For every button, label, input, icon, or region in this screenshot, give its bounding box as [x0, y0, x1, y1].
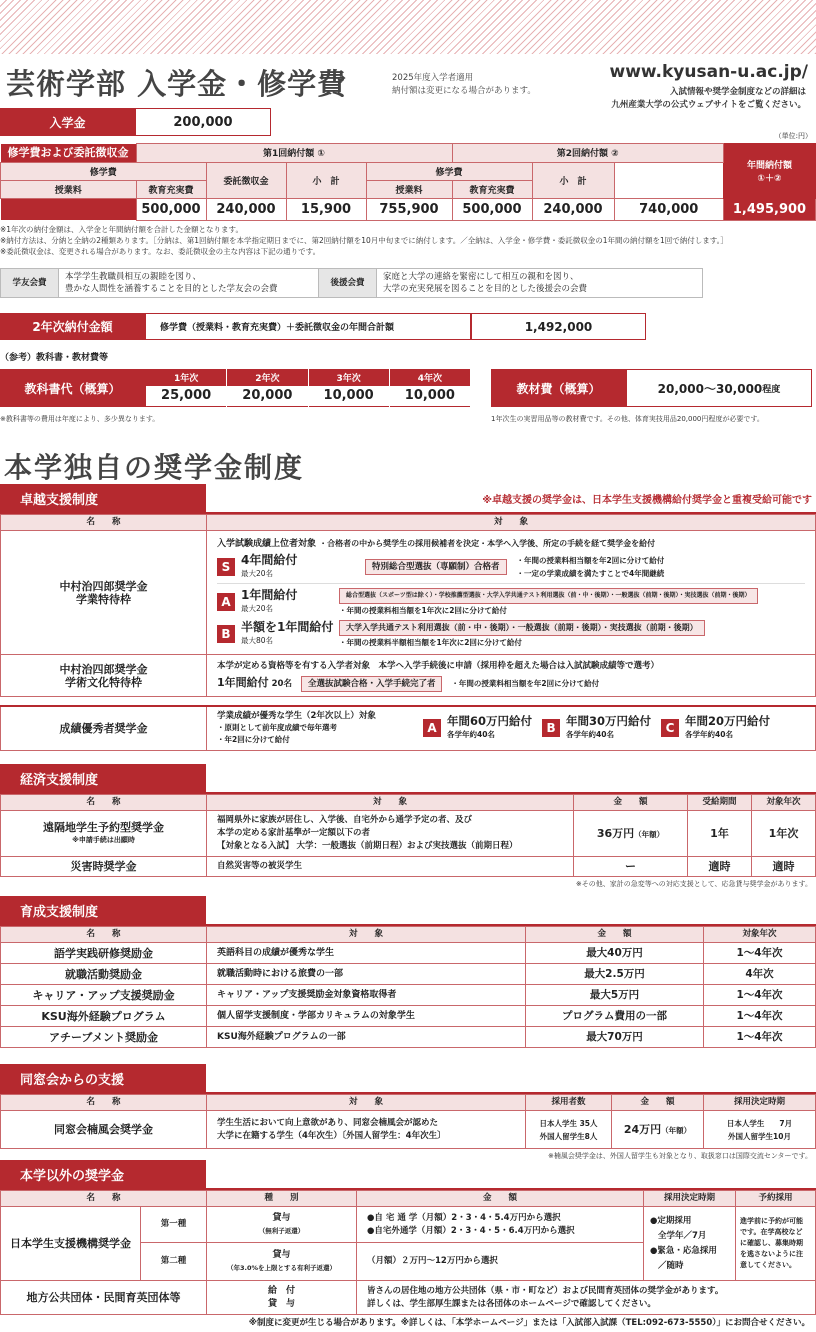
col-target: 対 象: [207, 515, 816, 531]
website-link[interactable]: www.kyusan-u.ac.jp/: [609, 62, 808, 82]
books-table: [145, 369, 471, 407]
book-value: 25,000: [146, 386, 227, 407]
badge-b: B: [217, 625, 235, 643]
local-name: 地方公共団体・民間育英団体等: [1, 1281, 207, 1315]
training-name: 語学実践研修奨励金: [1, 943, 207, 964]
fee-value: 755,900: [366, 198, 452, 220]
training-name: アチーブメント奨励金: [1, 1027, 207, 1048]
b-title: 半額を1年間給付: [241, 620, 334, 634]
excellence-note: ※卓越支援の奨学金は、日本学生支援機構給付奨学金と重複受給可能です: [482, 494, 812, 506]
gakuyukai-desc: 本学学生教職員相互の親睦を図り、 豊かな人間性を涵養することを目的とした学友会の会費: [59, 269, 319, 298]
koenkai-desc: 家庭と大学の連絡を緊密にして相互の親和を図り、 大学の充実発展を図ることを目的とした後援会の会費: [377, 269, 703, 298]
books-label: 教科書代（概算）: [0, 369, 145, 407]
annual-head: 年間納付額 ①＋②: [724, 144, 816, 199]
itaku-head: 委託徴収金: [206, 162, 286, 198]
material-note: 1年次生の実習用品等の教材費です。その他、体育実技用品20,000円程度が必要です。: [491, 415, 764, 423]
fee-notes: ※1年次の納付金額は、入学金と年間納付額を合計した金額となります。 ※納付方法は、分納と全納の2種類あります。［分納は、第1回納付額を本学指定期日までに、第2回納付額を10月中旬までに納付します。／全納は、入学金・修学費・委託徴収金の1年間の納付額を1回で納付します。］ ※委託徴収金は、変更される場合があります。なお、委託徴収金の主な内容は下記の通りです。: [0, 225, 728, 256]
page-title: 芸術学部 入学金・修学費: [6, 67, 348, 101]
fee-row-label: 修学費および委託徴収金: [7, 146, 129, 159]
subtotal-head: 小 計: [286, 162, 366, 198]
training-name: KSU海外経験プログラム: [1, 1006, 207, 1027]
material-value: 20,000〜30,000 程度: [626, 369, 812, 407]
header-hatch: [0, 0, 816, 54]
footer-note: ※制度に変更が生じる場合があります。※詳しくは、「本学ホームページ」または「入試部入試課（TEL:092-673-5550）」にお問合せください。: [248, 1318, 810, 1328]
r1-intro2: ・合格者の中から奨学生の採用候補者を決定・本学へ入学後、所定の手続を経て奨学金を給付: [319, 538, 656, 548]
website-note: 入試情報や奨学金制度などの詳細は 九州産業大学の公式ウェブサイトをご覧ください。: [611, 87, 806, 110]
b-tag: 大学入学共通テスト利用選抜（前・中・後期）・一般選抜（前期・後期）・実技選抜（前期・後期）: [339, 620, 705, 636]
annual-value: 1,495,900: [724, 198, 816, 220]
year-head: 2年次: [227, 370, 308, 386]
year-head: 1年次: [146, 370, 227, 386]
r1-intro: 入学試験成績上位者対象: [217, 538, 317, 549]
subtotal-head-2: 小 計: [532, 162, 614, 198]
s-title: 4年間給付: [241, 552, 298, 567]
external-head: 本学以外の奨学金: [0, 1160, 206, 1188]
remote-name: 遠隔地学生予約型奨学金: [43, 820, 164, 834]
book-value: 10,000: [308, 386, 389, 407]
nakamura-sub: 学業特待枠: [76, 592, 131, 606]
merit-name: 成績優秀者奨学金: [1, 706, 207, 750]
second-year-label: 2年次納付金額: [0, 313, 145, 340]
year-head: 3年次: [308, 370, 389, 386]
association-table: [0, 268, 703, 298]
training-head: 育成支援制度: [0, 896, 206, 924]
badge-b: B: [542, 719, 560, 737]
s-count: 最大20名: [241, 568, 274, 578]
entrance-label: 入学金: [0, 108, 135, 136]
second-payment: 第2回納付額 ②: [452, 144, 724, 163]
badge-s: S: [217, 558, 235, 576]
unit-note: （単位:円）: [774, 132, 812, 140]
entrance-value: 200,000: [135, 108, 271, 136]
nakamura-name: 中村治四郎奨学金: [59, 579, 148, 593]
economic-section: [0, 764, 816, 890]
external-table: 名 称 種 別 金 額 採用決定時期 予約採用 日本学生支援機構奨学金 第一種 貸与 （無利子返還） ●自 宅 通 学（月額）2・3・4・5.4万円から選択 ●自宅外通学（月額）2・3・4・5・6.4万円から選択 ●定期採用 全学年／7月 ●緊急・応急採用 ／随時 進学前に予約が可能 です。在学高校など に確認し、募集時期 を逃さないように注 意してください。 第二種 貸与 （年3.0%を上限とする有利子返還） （月額）２万円〜12万円から選択 地方公共団体・民間育英団体等 給 付 貸 与 皆さんの居住地の地方公共団体（県・市・町など）および民間育英団体の奨学金があります。 詳しくは、学生部厚生課または各団体のホームページで確認してください。: [0, 1190, 816, 1315]
scholarship-title: 本学独自の奨学金制度: [4, 451, 305, 484]
col-name: 名 称: [1, 515, 207, 531]
alumni-note: ※楠風会奨学金は、外国人留学生も対象となり、取扱窓口は国際交流センターです。: [547, 1152, 812, 1160]
fee-value: 15,900: [286, 198, 366, 220]
koenkai-label: 後援会費: [319, 269, 377, 298]
r2-name: 中村治四郎奨学金: [59, 662, 148, 676]
alumni-head: 同窓会からの支援: [0, 1064, 206, 1092]
first-payment: 第1回納付額 ①: [136, 144, 452, 163]
year-note: 2025年度入学者適用 納付額は変更になる場合があります。: [392, 73, 536, 96]
training-name: キャリア・アップ支援奨励金: [1, 985, 207, 1006]
economic-table: 名 称 対 象 金 額 受給期間 対象年次 遠隔地学生予約型奨学金 ※申請手続は出願時 福岡県外に家族が居住し、入学後、自宅外から通学予定の者、及び 本学の定める家計基準が一定額以下の者 【対象となる入試】 大学：一般選抜（前期日程）および実技選抜（前期日程） 36万円（年額） 1年 1年次 災害時奨学金 自然災害等の被災学生 ー 適時 適時: [0, 794, 816, 877]
ref-label: （参考）教科書・教材費等: [0, 353, 109, 363]
second-year-value: 1,492,000: [471, 313, 646, 340]
fee-value: 740,000: [614, 198, 724, 220]
external-section: [0, 1160, 816, 1315]
b-count: 最大80名: [241, 636, 274, 645]
alumni-table: 名 称 対 象 採用者数 金 額 採用決定時期 同窓会楠風会奨学金 学生生活において向上意欲があり、同窓会楠風会が認めた 大学に在籍する学生（4年次生）〔外国人留学生：4年次生〕 日本人学生 35人 外国人留学生8人 24万円（年額） 日本人学生 7月 外国人留学生10月: [0, 1094, 816, 1149]
fee-value: 240,000: [532, 198, 614, 220]
r2-tag: 全選抜試験合格・入学手続完了者: [301, 676, 443, 692]
excellence-table: 名 称 対 象 中村治四郎奨学金 学業特待枠 入学試験成績上位者対象 ・合格者の中から奨学生の採用候補者を決定・本学へ入学後、所定の手続を経て奨学金を給付 S 4年間給付 最大20名 特別総合型選抜（専願制）合格者 ・年間の授業料相当額を年2回に分けて給付 ・一定の学業成績を満たすことで4年間継続 A 1年間給付 最大20名 総合型選抜（スポーツ型は除く）・学校推薦型選抜・大学入学共通テスト利用選抜（前・中・後期）・一般選抜（前期・後期）・実技選抜（前期・後期） ・年間の授業料相当額を1年次に2回に分けて給付 B 半額を1年間給付 最大80名 大学入学共通テスト利用選抜（前・中・後期）・一般選抜（前期・後期）・実技選抜（前期・後期） ・年間の授業料半額相当額を1年次に2回に分けて給付 中村治四郎奨学金 学術文化特待枠 本学が定める資格等を有する入学者対象 本学へ入学手続後に申請（採用枠を超えた場合は入試試験成績等で選考） 1年間給付 20名 全選抜試験合格・入学手続完了者 ・年間の授業料相当額を年2回に分けて給付: [0, 514, 816, 697]
training-section: [0, 896, 816, 1048]
alumni-section: [0, 1064, 816, 1162]
fee-value: 500,000: [136, 198, 206, 220]
s-tag: 特別総合型選抜（専願制）合格者: [365, 559, 507, 575]
book-value: 20,000: [227, 386, 308, 407]
badge-a: A: [423, 719, 441, 737]
year-head: 4年次: [389, 370, 470, 386]
tuition-head-2: 授業料: [366, 180, 452, 198]
training-name: 就職活動奨励金: [1, 964, 207, 985]
shugaku-head-2: 修学費: [366, 162, 532, 180]
badge-c: C: [661, 719, 679, 737]
badge-a: A: [217, 593, 235, 611]
second-year-desc: 修学費（授業料・教育充実費）＋委託徴収金の年間合計額: [145, 313, 471, 340]
book-value: 10,000: [389, 386, 470, 407]
excellence-section: [0, 484, 816, 751]
fee-table: [0, 143, 816, 221]
excellence-head: 卓越支援制度: [0, 484, 206, 512]
economic-note: ※その他、家計の急変等への対応支援として、応急貸与奨学金があります。: [575, 880, 812, 888]
fee-value: 240,000: [206, 198, 286, 220]
r2-desc: 本学が定める資格等を有する入学者対象 本学へ入学手続後に申請（採用枠を超えた場合は入試試験成績等で選考）: [217, 660, 660, 671]
a-note: ・年間の授業料相当額を1年次に2回に分けて給付: [339, 605, 507, 615]
disaster-name: 災害時奨学金: [1, 857, 207, 877]
r2-sub: 学術文化特待枠: [65, 675, 142, 689]
training-table: 名 称 対 象 金 額 対象年次 語学実践研修奨励金 英語科目の成績が優秀な学生 最大40万円 1〜4年次 就職活動奨励金 就職活動時における旅費の一部 最大2.5万円 4年次 キャリア・アップ支援奨励金 キャリア・アップ支援奨励金対象資格取得者 最大5万円 1〜4年次 KSU海外経験プログラム 個人留学支援制度・学部カリキュラムの対象学生 プログラム費用の一部 1〜4年次 アチーブメント奨励金 KSU海外経験プログラムの一部 最大70万円 1〜4年次: [0, 926, 816, 1048]
gakuyukai-label: 学友会費: [1, 269, 59, 298]
b-note: ・年間の授業料半額相当額を1年次に2回に分けて給付: [339, 637, 522, 647]
tuition-head: 授業料: [1, 180, 137, 198]
fee-value: 500,000: [452, 198, 532, 220]
r2-note: ・年間の授業料相当額を年2回に分けて給付: [451, 678, 600, 688]
economic-head: 経済支援制度: [0, 764, 206, 792]
a-tag: 総合型選抜（スポーツ型は除く）・学校推薦型選抜・大学入学共通テスト利用選抜（前・中・後期）・一般選抜（前期・後期）・実技選抜（前期・後期）: [339, 588, 758, 604]
book-note: ※教科書等の費用は年度により、多少異なります。: [0, 415, 160, 423]
merit-table: 成績優秀者奨学金 学業成績が優秀な学生（2年次以上）対象 ・原則として前年度成績で毎年選考 ・年2回に分けて給付 A 年間60万円給付 各学年約40名 B 年間30万円給付 各学年約40名 C 年間20万円給付 各学年約40名: [0, 705, 816, 751]
shugaku-head: 修学費: [1, 162, 207, 180]
edu-head: 教育充実費: [136, 180, 206, 198]
a-title: 1年間給付: [241, 588, 298, 602]
jasso-name: 日本学生支援機構奨学金: [1, 1207, 141, 1281]
r2-count: 20名: [271, 678, 292, 689]
alumni-name: 同窓会楠風会奨学金: [1, 1111, 207, 1149]
r2-title: 1年間給付: [217, 675, 269, 689]
edu-head-2: 教育充実費: [452, 180, 532, 198]
material-label: 教材費（概算）: [491, 369, 626, 407]
a-count: 最大20名: [241, 604, 274, 613]
